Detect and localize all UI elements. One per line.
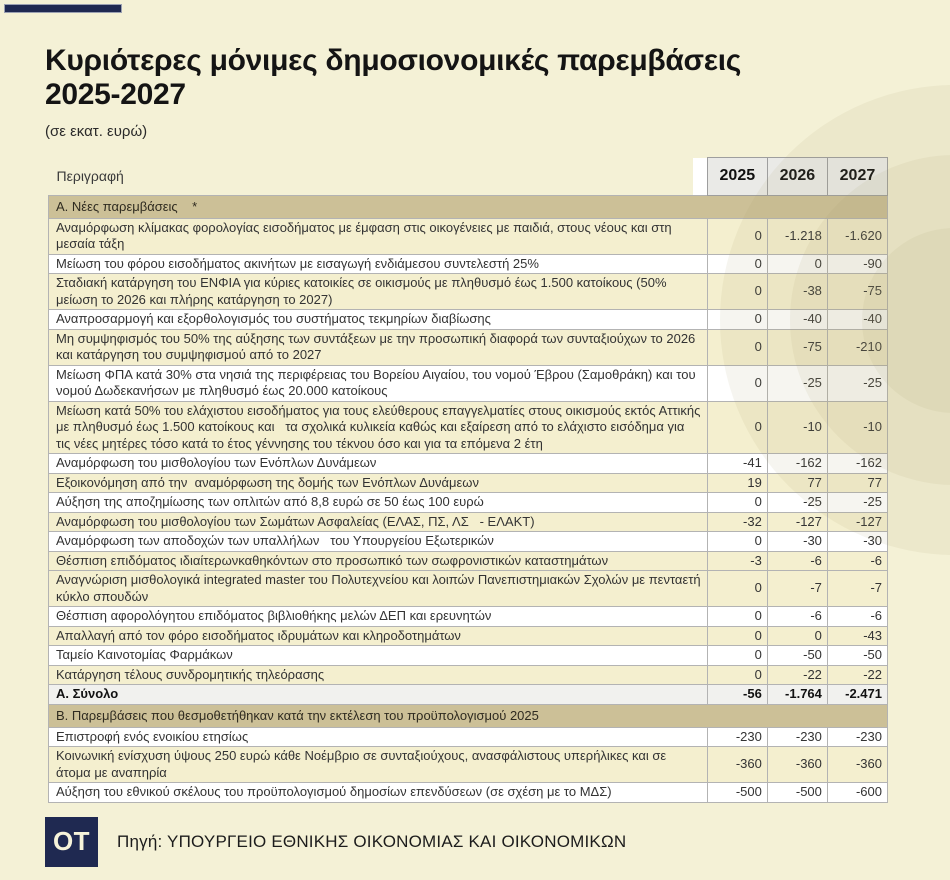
row-value: -500	[707, 783, 767, 803]
row-value: -30	[767, 532, 827, 552]
row-value: -360	[827, 747, 887, 783]
row-value: -6	[827, 607, 887, 627]
table-row	[49, 727, 888, 747]
row-description: Αναμόρφωση κλίμακας φορολογίας εισοδήματος με έμφαση στις οικογένειες με παιδιά, στους νέους και στη μεσαία τάξη	[49, 218, 708, 254]
fiscal-interventions-table	[48, 157, 888, 803]
row-value: 0	[707, 254, 767, 274]
row-value: -10	[827, 401, 887, 454]
row-description: Θέσπιση αφορολόγητου επιδόματος βιβλιοθήκης μελών ΔΕΠ και ερευνητών	[49, 607, 708, 627]
row-value: -7	[827, 571, 887, 607]
page-title-line2: 2025-2027	[45, 78, 186, 111]
row-description: Θέσπιση επιδόματος ιδιαίτερωνκαθηκόντων στο προσωπικό των σωφρονιστικών καταστημάτων	[49, 551, 708, 571]
row-description: Αύξηση του εθνικού σκέλους του προϋπολογισμού δημοσίων επενδύσεων (σε σχέση με το ΜΔΣ)	[49, 783, 708, 803]
row-value: -22	[827, 665, 887, 685]
table-body	[49, 195, 888, 802]
row-description: Μη συμψηφισμός του 50% της αύξησης των συντάξεων με την προσωπική διαφορά των συνταξιούχων το 2026 και κατάργηση του συμψηφισμού από το 2027	[49, 329, 708, 365]
row-value: 0	[707, 493, 767, 513]
row-description: Μείωση κατά 50% του ελάχιστου εισοδήματος για τους ελεύθερους επαγγελματίες στους οικισμούς εκτός Αττικής με πληθυσμό έως 1.500 κατοίκους και τα σχολικά κυλικεία καθώς και εξαίρεση από το ελάχιστο εισόδημα για τις νέες μητέρες τόσο κατά το έτος γέννησης του τέκνου όσο και για τα επόμενα 2 έτη	[49, 401, 708, 454]
row-value: -600	[827, 783, 887, 803]
row-value: -230	[827, 727, 887, 747]
column-header-2027: 2027	[827, 158, 887, 196]
row-description: Αναμόρφωση του μισθολογίου των Ενόπλων Δυνάμεων	[49, 454, 708, 474]
table-row	[49, 532, 888, 552]
row-value: -1.218	[767, 218, 827, 254]
row-value: -10	[767, 401, 827, 454]
footer	[45, 817, 950, 867]
row-value: 0	[707, 329, 767, 365]
row-value: -56	[707, 685, 767, 705]
row-value: 19	[707, 473, 767, 493]
section-row	[49, 704, 888, 727]
table-row	[49, 626, 888, 646]
row-description: Απαλλαγή από τον φόρο εισοδήματος ιδρυμάτων και κληροδοτημάτων	[49, 626, 708, 646]
table-row	[49, 310, 888, 330]
page-title	[45, 0, 950, 112]
row-value: 0	[707, 401, 767, 454]
table-header	[49, 158, 888, 196]
row-value: -6	[827, 551, 887, 571]
row-value: -25	[767, 365, 827, 401]
row-value: -7	[767, 571, 827, 607]
row-value: -90	[827, 254, 887, 274]
table-row	[49, 254, 888, 274]
row-value: -230	[767, 727, 827, 747]
row-value: 0	[707, 571, 767, 607]
section-label: Α. Νέες παρεμβάσεις *	[49, 195, 888, 218]
row-value: -360	[707, 747, 767, 783]
row-description: Αναμόρφωση των αποδοχών των υπαλλήλων του Υπουργείου Εξωτερικών	[49, 532, 708, 552]
row-description: Αύξηση της αποζημίωσης των οπλιτών από 8,8 ευρώ σε 50 έως 100 ευρώ	[49, 493, 708, 513]
row-value: 77	[767, 473, 827, 493]
row-value: 0	[707, 646, 767, 666]
row-description: Εξοικονόμηση από την αναμόρφωση της δομής των Ενόπλων Δυνάμεων	[49, 473, 708, 493]
table-row	[49, 329, 888, 365]
row-value: -127	[767, 512, 827, 532]
row-value: -50	[767, 646, 827, 666]
unit-note: (σε εκατ. ευρώ)	[45, 123, 148, 140]
table-row	[49, 665, 888, 685]
row-value: -162	[827, 454, 887, 474]
row-value: -127	[827, 512, 887, 532]
page-title-line1: Κυριότερες μόνιμες δημοσιονομικές παρεμβάσεις	[45, 44, 742, 77]
row-value: -75	[767, 329, 827, 365]
row-value: -6	[767, 607, 827, 627]
row-value: -40	[827, 310, 887, 330]
row-value: -6	[767, 551, 827, 571]
row-value: -210	[827, 329, 887, 365]
row-value: 0	[707, 274, 767, 310]
table-row	[49, 365, 888, 401]
row-value: -38	[767, 274, 827, 310]
table-row	[49, 274, 888, 310]
table-row	[49, 607, 888, 627]
row-value: -40	[767, 310, 827, 330]
row-value: 0	[707, 665, 767, 685]
ot-logo: OT	[45, 817, 98, 867]
row-value: -2.471	[827, 685, 887, 705]
row-value: -1.620	[827, 218, 887, 254]
row-value: 0	[707, 607, 767, 627]
table-row	[49, 571, 888, 607]
row-value: 0	[767, 254, 827, 274]
row-value: -500	[767, 783, 827, 803]
row-description: Σταδιακή κατάργηση του ΕΝΦΙΑ για κύριες κατοικίες σε οικισμούς με πληθυσμό έως 1.500 κατοίκους (50% μείωση το 2026 και πλήρης κατάργηση το 2027)	[49, 274, 708, 310]
row-value: -43	[827, 626, 887, 646]
table-row	[49, 783, 888, 803]
section-row	[49, 195, 888, 218]
row-value: 0	[767, 626, 827, 646]
row-value: 0	[707, 532, 767, 552]
section-label: Β. Παρεμβάσεις που θεσμοθετήθηκαν κατά την εκτέλεση του προϋπολογισμού 2025	[49, 704, 888, 727]
table-row	[49, 551, 888, 571]
row-description: Κοινωνική ενίσχυση ύψους 250 ευρώ κάθε Νοέμβριο σε συνταξιούχους, ανασφάλιστους υπερήλικες και σε άτομα με αναπηρία	[49, 747, 708, 783]
row-value: -32	[707, 512, 767, 532]
table-row	[49, 512, 888, 532]
column-header-2025: 2025	[707, 158, 767, 196]
row-value: -25	[827, 493, 887, 513]
row-description: Μείωση ΦΠΑ κατά 30% στα νησιά της περιφέρειας του Βορείου Αιγαίου, του νομού Έβρου (Σαμοθράκη) και του νομού Δωδεκανήσων με πληθυσμό έως 20.000 κατοίκους	[49, 365, 708, 401]
row-description: Αναπροσαρμογή και εξορθολογισμός του συστήματος τεκμηρίων διαβίωσης	[49, 310, 708, 330]
row-value: 0	[707, 310, 767, 330]
table-row	[49, 493, 888, 513]
row-description: Ταμείο Καινοτομίας Φαρμάκων	[49, 646, 708, 666]
row-value: -1.764	[767, 685, 827, 705]
table-row	[49, 646, 888, 666]
row-value: 0	[707, 626, 767, 646]
table-row	[49, 747, 888, 783]
table-row	[49, 473, 888, 493]
row-description: Κατάργηση τέλους συνδρομητικής τηλεόρασης	[49, 665, 708, 685]
row-description: Αναγνώριση μισθολογικά integrated master του Πολυτεχνείου και λοιπών Πανεπιστημιακών Σχολών με πενταετή κύκλο σπουδών	[49, 571, 708, 607]
row-value: -360	[767, 747, 827, 783]
table-row	[49, 218, 888, 254]
row-value: 77	[827, 473, 887, 493]
row-value: 0	[707, 218, 767, 254]
table-row	[49, 454, 888, 474]
row-value: -41	[707, 454, 767, 474]
column-header-2026: 2026	[767, 158, 827, 196]
row-value: -162	[767, 454, 827, 474]
source-text: Πηγή: ΥΠΟΥΡΓΕΙΟ ΕΘΝΙΚΗΣ ΟΙΚΟΝΟΜΙΑΣ ΚΑΙ ΟΙΚΟΝΟΜΙΚΩΝ	[117, 831, 627, 851]
row-value: 0	[707, 365, 767, 401]
row-description: Αναμόρφωση του μισθολογίου των Σωμάτων Ασφαλείας (ΕΛΑΣ, ΠΣ, ΛΣ - ΕΛΑΚΤ)	[49, 512, 708, 532]
row-value: -22	[767, 665, 827, 685]
row-value: -25	[767, 493, 827, 513]
row-description: Μείωση του φόρου εισοδήματος ακινήτων με εισαγωγή ενδιάμεσου συντελεστή 25%	[49, 254, 708, 274]
column-header-description: Περιγραφή	[49, 158, 708, 196]
table-row	[49, 685, 888, 705]
row-value: -230	[707, 727, 767, 747]
table-header-row	[49, 158, 888, 196]
row-value: -30	[827, 532, 887, 552]
row-description: Επιστροφή ενός ενοικίου ετησίως	[49, 727, 708, 747]
row-value: -25	[827, 365, 887, 401]
row-value: -50	[827, 646, 887, 666]
row-description: Α. Σύνολο	[49, 685, 708, 705]
table-row	[49, 401, 888, 454]
row-value: -3	[707, 551, 767, 571]
row-value: -75	[827, 274, 887, 310]
